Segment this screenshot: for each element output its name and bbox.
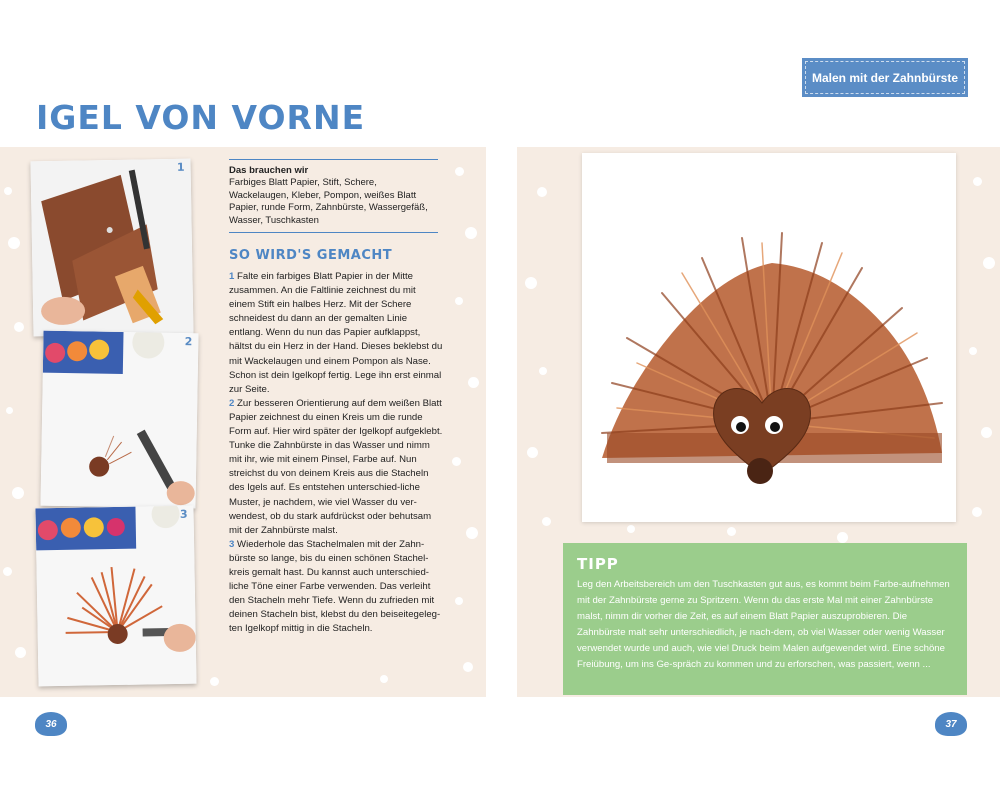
hedgehog-photo: [582, 153, 956, 522]
folded-paper-image: [30, 159, 193, 337]
materials-list: Farbiges Blatt Papier, Stift, Schere, Wackelaugen, Kleber, Pompon, weißes Blatt Papier, runde Form, Zahnbürste, Wassergefäß, Wasser, Tuschkasten: [229, 177, 428, 226]
materials-box: [229, 159, 438, 233]
step-text: Zur besseren Orientierung auf dem weißen Blatt Papier zeichnest du einen Kreis um die runde Form auf. Hier wird später der Igelkopf aufgeklebt. Tunke die Zahnbürste in das Wasser und nimm mit ihr, wie mit einem Pinsel, Farbe auf. Nun streichst du von deinem Kreis aus die Stacheln des Igels auf. Es entstehen unterschied-liche Muster, je nachdem, wie viel Wasser du ver-wendest, ob du stark aufdrückst oder behutsam mit der Zahnbürste malst.: [229, 397, 443, 536]
step-number: 2: [229, 397, 235, 409]
page-number-left: 36: [35, 712, 67, 736]
step-paragraph: [229, 538, 443, 637]
step-photo-number: 2: [184, 335, 193, 349]
step-text: Wiederhole das Stachelmalen mit der Zahn-bürste so lange, bis du einen schönen Stachel-kreis gemalt hast. Du kannst auch unterschied-liche Töne einer Farbe verwenden. Das verleiht den Stacheln mehr Tiefe. Wenn du zufrieden mit deinen Stacheln bist, klebst du den beiseitegeleg-ten Igelkopf mittig in die Stacheln.: [229, 538, 441, 635]
step-paragraph: [229, 397, 443, 538]
instructions-title: SO WIRD'S GEMACHT: [229, 248, 393, 263]
tip-box: [563, 543, 967, 695]
tip-text: Leg den Arbeitsbereich um den Tuschkasten gut aus, es kommt beim Farbe-aufnehmen mit der Zahnbürste gerne zu Spritzern. Wenn du das erste Mal mit einer Zahnbürste malst, nimm dir vorher die Zeit, es auf einem Blatt Papier auszuprobieren. Die Zahnbürste malt sehr unterschiedlich, je nach-dem, ob viel Wasser oder wenig Wasser verwendet wurde und auch, wie viel Druck beim Malen aufgewendet wird. Eine schöne Freiübung, um ins Ge-spräch zu kommen und zu erforschen, was passiert, wenn ...: [577, 579, 950, 670]
step-photo-1: [30, 159, 193, 337]
page-title: IGEL VON VORNE: [36, 98, 366, 137]
step-number: 3: [229, 538, 235, 550]
step-photo-number: 1: [176, 160, 185, 174]
left-page: [0, 0, 490, 800]
tip-title: TIPP: [577, 555, 619, 573]
step-number: 1: [229, 271, 235, 282]
painting-start-image: [40, 331, 198, 509]
painting-spines-image: [35, 506, 196, 687]
step-photo-3: [35, 506, 196, 687]
step-text: Falte ein farbiges Blatt Papier in der Mitte zusammen. An die Faltlinie zeichnest du mit einem Stift ein halbes Herz. Mit der Schere schneidest du dann an der gemalten Linie entlang. Wenn du nun das Papier aufklappst, hältst du ein Herz in der Hand. Dieses beklebst du mit Wackelaugen und einem Pompon als Nase. Schon ist dein Igelkopf fertig. Lege ihn erst einmal zur Seite.: [229, 271, 443, 395]
instructions-steps: [229, 270, 443, 636]
page-number-right: 37: [935, 712, 967, 736]
step-photo-2: [40, 331, 198, 509]
step-paragraph: [229, 270, 443, 397]
chapter-tab: Malen mit der Zahnbürste: [805, 61, 965, 94]
materials-title: Das brauchen wir: [229, 165, 309, 176]
step-photo-number: 3: [179, 507, 188, 521]
hedgehog-image: [582, 153, 956, 522]
